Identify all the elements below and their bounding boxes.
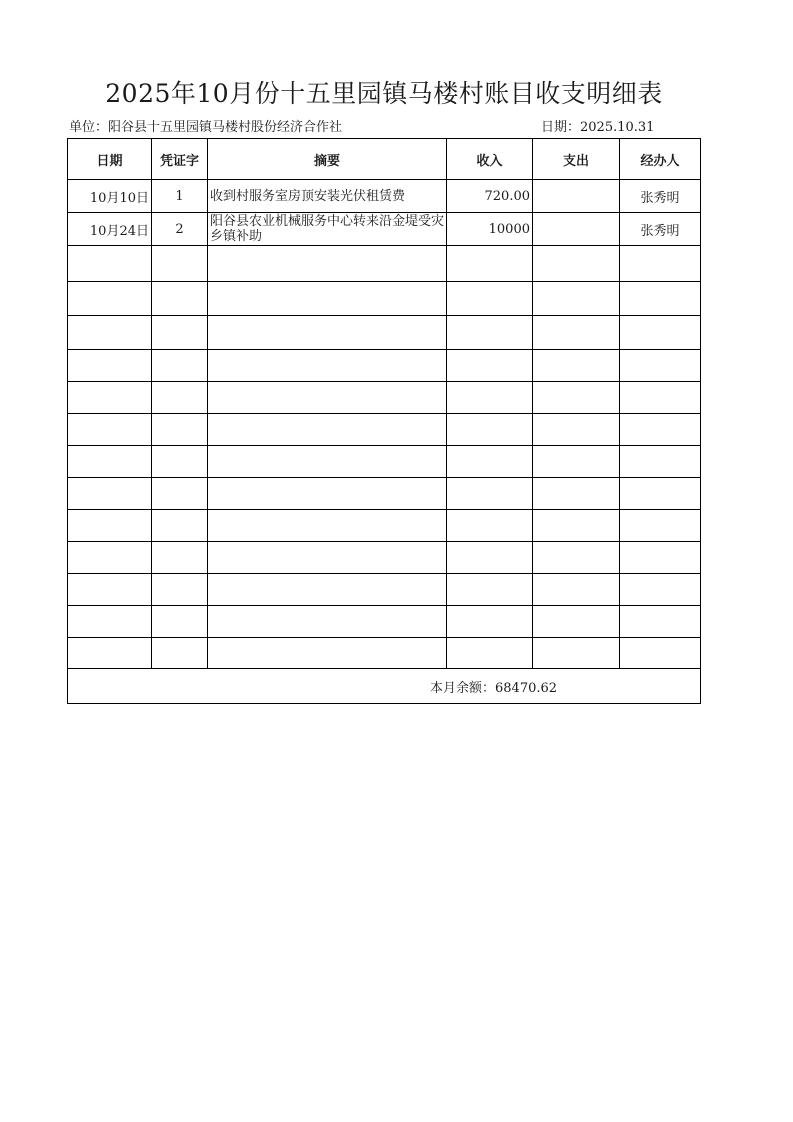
footer-row: [68, 669, 701, 704]
header-summary: 摘要: [208, 139, 447, 180]
cell-expense: [533, 180, 620, 213]
ledger-table: [67, 138, 701, 704]
footer-cell: [68, 669, 701, 704]
cell-date: 10月10日: [68, 180, 152, 213]
report-date: 日期：2025.10.31: [541, 120, 655, 135]
cell-income: 720.00: [447, 180, 533, 213]
header-date: 日期: [68, 139, 152, 180]
empty-row: [68, 606, 701, 638]
empty-row: [68, 246, 701, 282]
header-expense: 支出: [533, 139, 620, 180]
cell-handler: 张秀明: [620, 180, 701, 213]
monthly-balance: 本月余额：68470.62: [430, 680, 558, 696]
empty-row: [68, 638, 701, 669]
cell-income: 10000: [447, 213, 533, 246]
page-title: 2025年10月份十五里园镇马楼村账目收支明细表: [105, 79, 663, 108]
empty-row: [68, 382, 701, 414]
cell-voucher: 2: [152, 213, 208, 246]
empty-row: [68, 316, 701, 350]
cell-summary: 阳谷县农业机械服务中心转来沿金堤受灾乡镇补助: [208, 213, 447, 246]
unit-label: 单位：阳谷县十五里园镇马楼村股份经济合作社: [69, 120, 343, 135]
empty-row: [68, 574, 701, 606]
cell-expense: [533, 213, 620, 246]
empty-row: [68, 478, 701, 510]
table-row: [68, 180, 701, 213]
cell-date: 10月24日: [68, 213, 152, 246]
empty-row: [68, 510, 701, 542]
header-handler: 经办人: [620, 139, 701, 180]
empty-row: [68, 350, 701, 382]
empty-row: [68, 282, 701, 316]
cell-voucher: 1: [152, 180, 208, 213]
cell-summary: 收到村服务室房顶安装光伏租赁费: [208, 180, 447, 213]
table-row: [68, 213, 701, 246]
empty-row: [68, 446, 701, 478]
header-row: [68, 139, 701, 180]
empty-row: [68, 542, 701, 574]
empty-row: [68, 414, 701, 446]
cell-handler: 张秀明: [620, 213, 701, 246]
header-voucher: 凭证字: [152, 139, 208, 180]
header-income: 收入: [447, 139, 533, 180]
